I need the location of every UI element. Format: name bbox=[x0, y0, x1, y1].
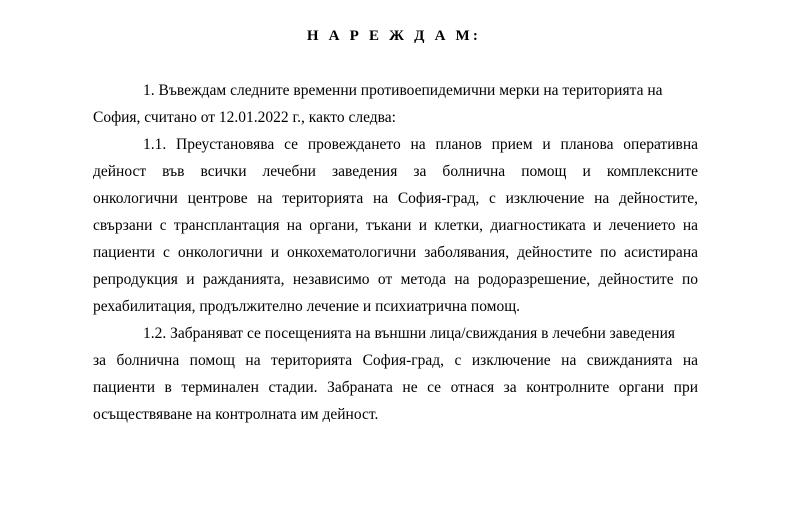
paragraph-1-1-line-2: дейност във всички лечебни заведения за болнична помощ и комплексните bbox=[93, 163, 698, 180]
paragraph-1-1-line-4: свързани с трансплантация на органи, тъкани и клетки, диагностиката и лечението на bbox=[93, 217, 698, 234]
paragraph-1-line-2: София, считано от 12.01.2022 г., както следва: bbox=[93, 109, 396, 126]
paragraph-1-2-line-4: осъществяване на контролната им дейност. bbox=[93, 406, 379, 423]
order-heading: Н А Р Е Ж Д А М: bbox=[306, 28, 482, 44]
paragraph-1-2-line-3: пациенти в терминален стадии. Забраната не се отнася за контролните органи при bbox=[93, 379, 698, 396]
paragraph-1-1-line-1: 1.1. Преустановява се провеждането на планов прием и планова оперативна bbox=[143, 136, 698, 153]
paragraph-1-1-line-7: рехабилитация, продължително лечение и психиатрична помощ. bbox=[93, 298, 521, 315]
paragraph-1-1-line-5: пациенти с онкологични и онкохематологични заболявания, дейностите по асистирана bbox=[93, 244, 698, 261]
paragraph-1-line-1: 1. Въвеждам следните временни противоепидемични мерки на територията на bbox=[143, 82, 663, 99]
paragraph-1-2-line-2: за болнична помощ на територията София-град, с изключение на свижданията на bbox=[93, 352, 698, 369]
paragraph-1-1-line-3: онкологични центрове на територията на София-град, с изключение на дейностите, bbox=[93, 190, 698, 207]
paragraph-1-1-line-6: репродукция и ражданията, независимо от метода на родоразрешение, дейностите по bbox=[93, 271, 698, 288]
paragraph-1-2-line-1: 1.2. Забраняват се посещенията на външни лица/свиждания в лечебни заведения bbox=[143, 325, 676, 342]
